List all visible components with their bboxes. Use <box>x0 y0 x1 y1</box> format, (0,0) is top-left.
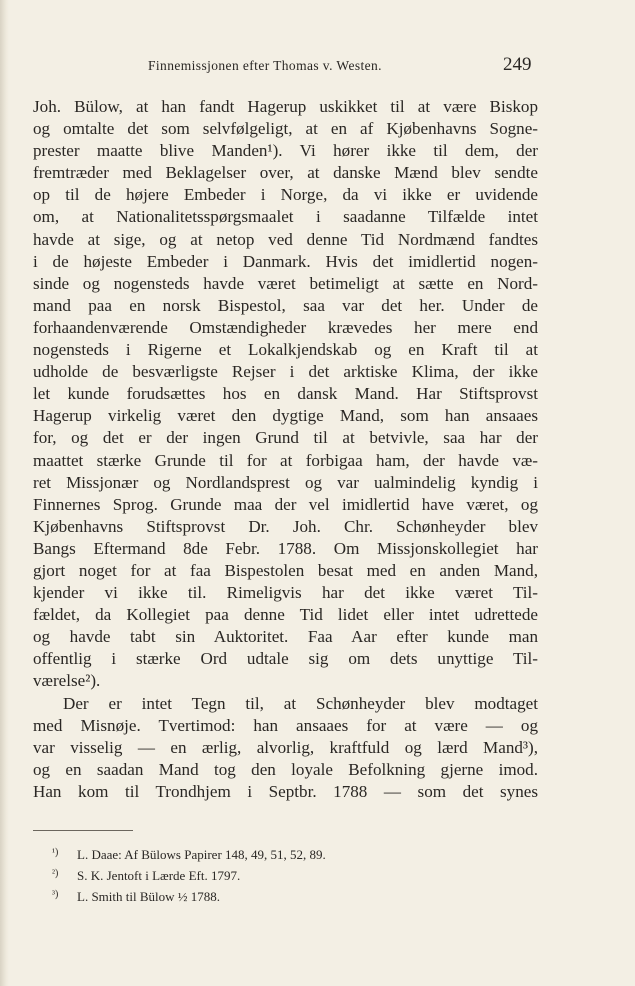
text-line: prester maatte blive Manden¹). Vi hører ikke til dem, der <box>33 141 538 161</box>
text-line: fremtræder med Beklagelser over, at danske Mænd blev sendte <box>33 163 538 183</box>
footnote-text: L. Daae: Af Bülows Papirer 148, 49, 51, 52, 89. <box>77 847 326 862</box>
text-line: mand paa en norsk Bispestol, saa var det her. Under de <box>33 295 538 315</box>
text-line: var visselig — en ærlig, alvorlig, kraftfuld og lærd Mand³), <box>33 737 538 757</box>
page-gutter-shadow <box>0 0 9 986</box>
text-line: let kunde forudsættes hos en dansk Mand. Har Stiftsprovst <box>33 384 538 404</box>
text-line: med Misnøje. Tvertimod: han ansaaes for at være — og <box>33 715 538 735</box>
text-line: Hagerup virkelig været den dygtige Mand, som han ansaaes <box>33 406 538 426</box>
text-line: Han kom til Trondhjem i Septbr. 1788 — som det synes <box>33 781 538 801</box>
body-text <box>33 96 538 803</box>
footnotes <box>52 843 326 906</box>
footnote <box>52 843 326 864</box>
text-line: værelse²). <box>33 671 101 691</box>
text-line: forhaandenværende Omstændigheder krævedes her mere end <box>33 317 538 337</box>
footnote <box>52 885 326 906</box>
text-line: fældet, da Kollegiet paa denne Tid lidet eller intet udrettede <box>33 605 538 625</box>
text-line: op til de højere Embeder i Norge, da vi ikke er uvidende <box>33 185 538 205</box>
text-line: ret Missjonær og Nordlandsprest og var ualmindelig kyndig i <box>33 472 538 492</box>
text-line: havde at sige, og at netop ved denne Tid Nordmænd fandtes <box>33 229 538 249</box>
text-line: Kjøbenhavns Stiftsprovst Dr. Joh. Chr. Schønheyder blev <box>33 516 538 536</box>
running-title: Finnemissjonen efter Thomas v. Westen. <box>148 58 382 73</box>
text-line: og havde tabt sin Auktoritet. Faa Aar efter kunde man <box>33 627 538 647</box>
footnote-mark: ³) <box>52 889 59 900</box>
text-line: i de højeste Embeder i Danmark. Hvis det imidlertid nogen- <box>33 251 538 271</box>
text-line: og en saadan Mand tog den loyale Befolkning gjerne imod. <box>33 759 538 779</box>
text-line: for, og det er der ingen Grund til at betvivle, saa har der <box>33 428 538 448</box>
text-line: nogensteds i Rigerne et Lokalkjendskab og en Kraft til at <box>33 340 538 360</box>
text-line: sinde og nogensteds havde været betimeligt at sætte en Nord- <box>33 273 538 293</box>
footnote <box>52 864 326 885</box>
footnote-text: S. K. Jentoft i Lærde Eft. 1797. <box>77 868 241 883</box>
text-line: Joh. Bülow, at han fandt Hagerup uskikket til at være Biskop <box>33 97 538 116</box>
text-line: kjender vi ikke til. Rimeligvis har det ikke været Til- <box>33 583 538 603</box>
footnote-rule <box>33 830 133 831</box>
text-line: og omtalte det som selvfølgeligt, at en af Kjøbenhavns Sogne- <box>33 119 538 139</box>
text-line: Bangs Eftermand 8de Febr. 1788. Om Missjonskollegiet har <box>33 538 538 558</box>
text-line: gjort noget for at faa Bispestolen besat med en anden Mand, <box>33 560 538 580</box>
text-line: Finnernes Sprog. Grunde maa der vel imidlertid have været, og <box>33 494 538 514</box>
text-line: maattet stærke Grunde til for at forbigaa ham, der havde væ- <box>33 450 538 470</box>
footnote-mark: ¹) <box>52 847 59 858</box>
text-line: udholde de besværligste Rejser i det arktiske Klima, der ikke <box>33 362 538 382</box>
text-line: offentlig i stærke Ord udtale sig om dets unyttige Til- <box>33 649 538 669</box>
text-line: om, at Nationalitetsspørgsmaalet i saadanne Tilfælde intet <box>33 207 538 227</box>
page-number: 249 <box>503 54 532 75</box>
footnote-mark: ²) <box>52 868 59 879</box>
footnote-text: L. Smith til Bülow ½ 1788. <box>77 889 221 904</box>
text-line: Der er intet Tegn til, at Schønheyder blev modtaget <box>63 693 538 713</box>
